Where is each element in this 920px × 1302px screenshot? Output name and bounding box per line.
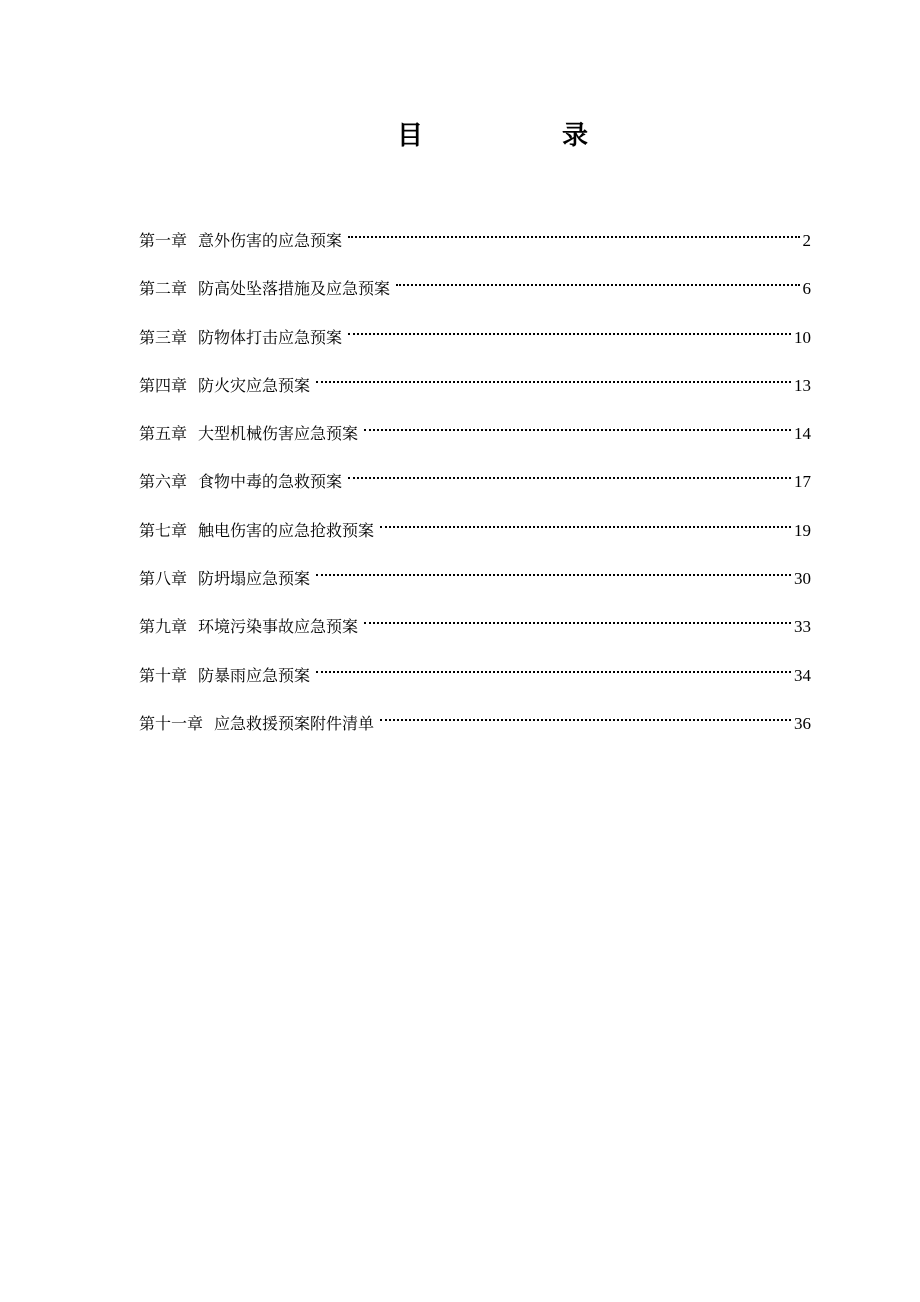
toc-chapter-label: 第十一章 bbox=[139, 713, 204, 733]
toc-entry-9[interactable] bbox=[139, 602, 811, 650]
toc-dot-leader bbox=[364, 409, 791, 439]
toc-chapter-label: 第四章 bbox=[139, 375, 188, 395]
toc-entry-5[interactable] bbox=[139, 409, 811, 457]
toc-page-number: 13 bbox=[794, 375, 811, 395]
toc-dot-leader bbox=[348, 457, 791, 487]
toc-dot-leader bbox=[348, 313, 791, 343]
toc-dot-leader bbox=[396, 264, 799, 294]
toc-heading: 防坍塌应急预案 bbox=[198, 569, 311, 589]
toc-entry-6[interactable] bbox=[139, 457, 811, 505]
toc-dot-leader bbox=[380, 506, 791, 536]
toc-page-number: 19 bbox=[794, 520, 811, 540]
toc-chapter-label: 第七章 bbox=[139, 520, 188, 540]
toc-page-number: 10 bbox=[794, 327, 811, 347]
toc-dot-leader bbox=[316, 554, 791, 584]
toc-heading: 大型机械伤害应急预案 bbox=[198, 424, 359, 444]
toc-chapter-label: 第二章 bbox=[139, 279, 188, 299]
toc-heading: 应急救援预案附件清单 bbox=[214, 713, 375, 733]
toc-chapter-label: 第三章 bbox=[139, 327, 188, 347]
toc-list bbox=[139, 216, 811, 747]
toc-chapter-label: 第五章 bbox=[139, 424, 188, 444]
toc-page-number: 2 bbox=[802, 231, 811, 250]
toc-chapter-label: 第九章 bbox=[139, 617, 188, 637]
toc-entry-7[interactable] bbox=[139, 506, 811, 554]
toc-entry-11[interactable] bbox=[139, 699, 811, 747]
toc-heading: 防物体打击应急预案 bbox=[198, 327, 343, 347]
toc-page-number: 17 bbox=[794, 472, 811, 492]
toc-chapter-label: 第一章 bbox=[139, 231, 188, 250]
toc-chapter-label: 第八章 bbox=[139, 569, 188, 589]
toc-dot-leader bbox=[364, 602, 791, 632]
toc-heading: 防火灾应急预案 bbox=[198, 375, 311, 395]
toc-title-char-2: 录 bbox=[562, 121, 589, 151]
toc-entry-10[interactable] bbox=[139, 651, 811, 699]
toc-heading: 防暴雨应急预案 bbox=[198, 665, 311, 685]
toc-chapter-label: 第十章 bbox=[139, 665, 188, 685]
toc-dot-leader bbox=[348, 216, 799, 246]
toc-entry-1[interactable] bbox=[139, 216, 811, 264]
toc-heading: 环境污染事故应急预案 bbox=[198, 617, 359, 637]
toc-page-number: 30 bbox=[794, 569, 811, 589]
toc-heading: 触电伤害的应急抢救预案 bbox=[198, 520, 375, 540]
toc-heading: 防高处坠落措施及应急预案 bbox=[198, 279, 391, 299]
toc-title-char-1: 目 bbox=[397, 121, 424, 151]
toc-page-number: 34 bbox=[794, 665, 811, 685]
toc-dot-leader bbox=[316, 651, 791, 681]
toc-title bbox=[0, 116, 920, 156]
toc-heading: 食物中毒的急救预案 bbox=[198, 472, 343, 492]
toc-heading: 意外伤害的应急预案 bbox=[198, 231, 343, 250]
toc-entry-8[interactable] bbox=[139, 554, 811, 602]
toc-chapter-label: 第六章 bbox=[139, 472, 188, 492]
toc-dot-leader bbox=[380, 699, 791, 729]
toc-page-number: 33 bbox=[794, 617, 811, 637]
toc-page-number: 6 bbox=[802, 279, 811, 299]
toc-page-number: 14 bbox=[794, 424, 811, 444]
toc-page-number: 36 bbox=[794, 713, 811, 733]
toc-entry-3[interactable] bbox=[139, 313, 811, 361]
toc-entry-4[interactable] bbox=[139, 361, 811, 409]
toc-dot-leader bbox=[316, 361, 791, 391]
toc-entry-2[interactable] bbox=[139, 264, 811, 312]
